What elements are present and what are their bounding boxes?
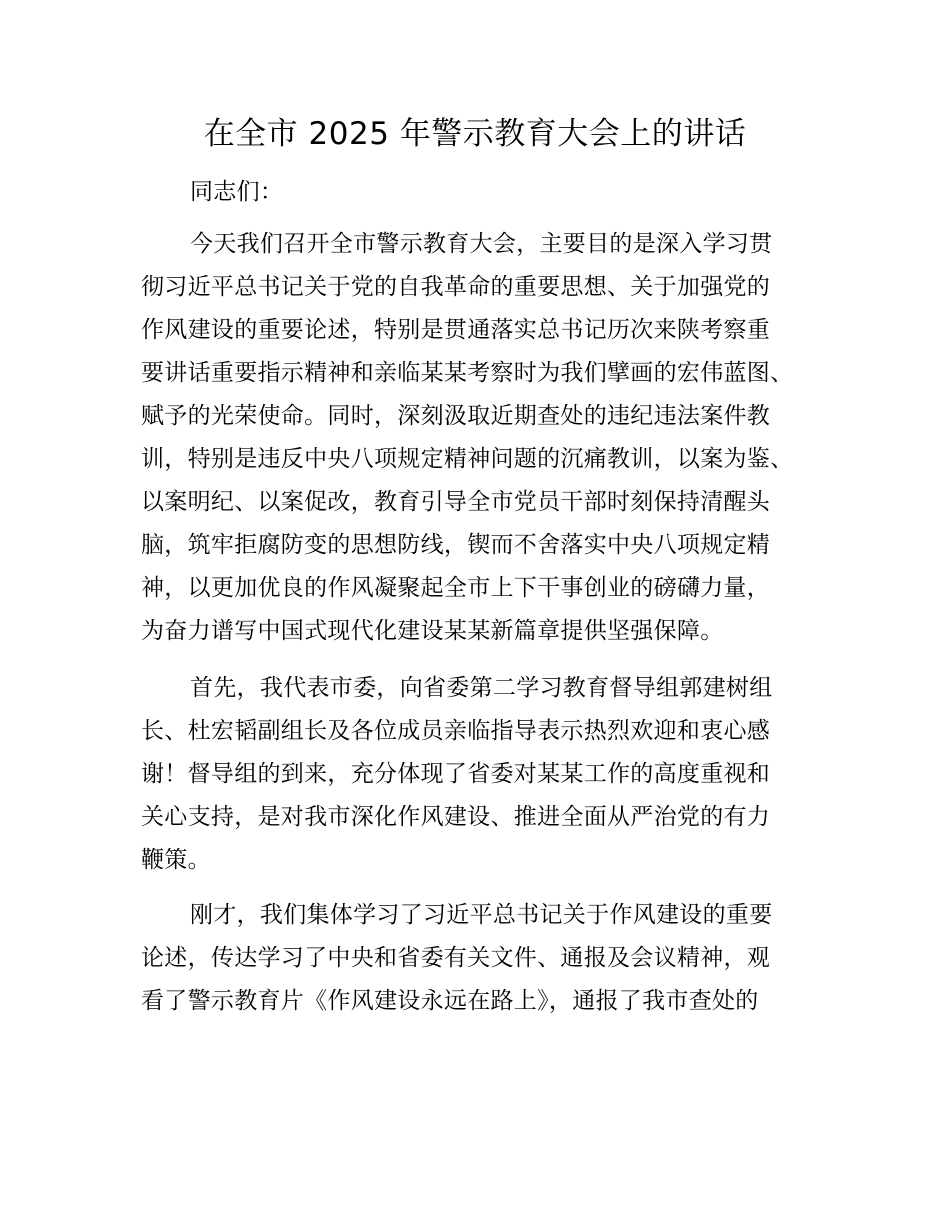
paragraph-line: 鞭策。 (141, 847, 211, 873)
paragraph-line: 今天我们召开全市警示教育大会，主要目的是深入学习贯 (190, 231, 773, 257)
paragraph-line: 谢！督导组的到来，充分体现了省委对某某工作的高度重视和 (141, 761, 771, 787)
paragraph-line: 关心支持，是对我市深化作风建设、推进全面从严治党的有力 (141, 804, 771, 830)
paragraph-line: 首先，我代表市委，向省委第二学习教育督导组郭建树组 (190, 675, 773, 701)
paragraph-line: 脑，筑牢拒腐防变的思想防线，锲而不舍落实中央八项规定精 (141, 532, 771, 558)
salutation: 同志们： (190, 179, 284, 205)
paragraph-line: 以案明纪、以案促改，教育引导全市党员干部时刻保持清醒头 (141, 489, 771, 515)
paragraph-line: 看了警示教育片《作风建设永远在路上》，通报了我市查处的 (141, 988, 759, 1014)
paragraph-line: 彻习近平总书记关于党的自我革命的重要思想、关于加强党的 (141, 274, 771, 300)
paragraph-line: 赋予的光荣使命。同时，深刻汲取近期查处的违纪违法案件教 (141, 403, 771, 429)
paragraph-line: 论述，传达学习了中央和省委有关文件、通报及会议精神，观 (141, 945, 771, 971)
paragraph-line: 要讲话重要指示精神和亲临某某考察时为我们擘画的宏伟蓝图、 (141, 360, 794, 386)
paragraph-line: 为奋力谱写中国式现代化建设某某新篇章提供坚强保障。 (141, 618, 724, 644)
paragraph-line: 长、杜宏韬副组长及各位成员亲临指导表示热烈欢迎和衷心感 (141, 718, 771, 744)
paragraph-line: 神，以更加优良的作风凝聚起全市上下干事创业的磅礴力量， (141, 575, 771, 601)
document-title: 在全市 2025 年警示教育大会上的讲话 (203, 116, 747, 152)
paragraph-line: 刚才，我们集体学习了习近平总书记关于作风建设的重要 (190, 902, 773, 928)
paragraph-line: 作风建设的重要论述，特别是贯通落实总书记历次来陕考察重 (141, 317, 771, 343)
paragraph-line: 训，特别是违反中央八项规定精神问题的沉痛教训，以案为鉴、 (141, 446, 794, 472)
